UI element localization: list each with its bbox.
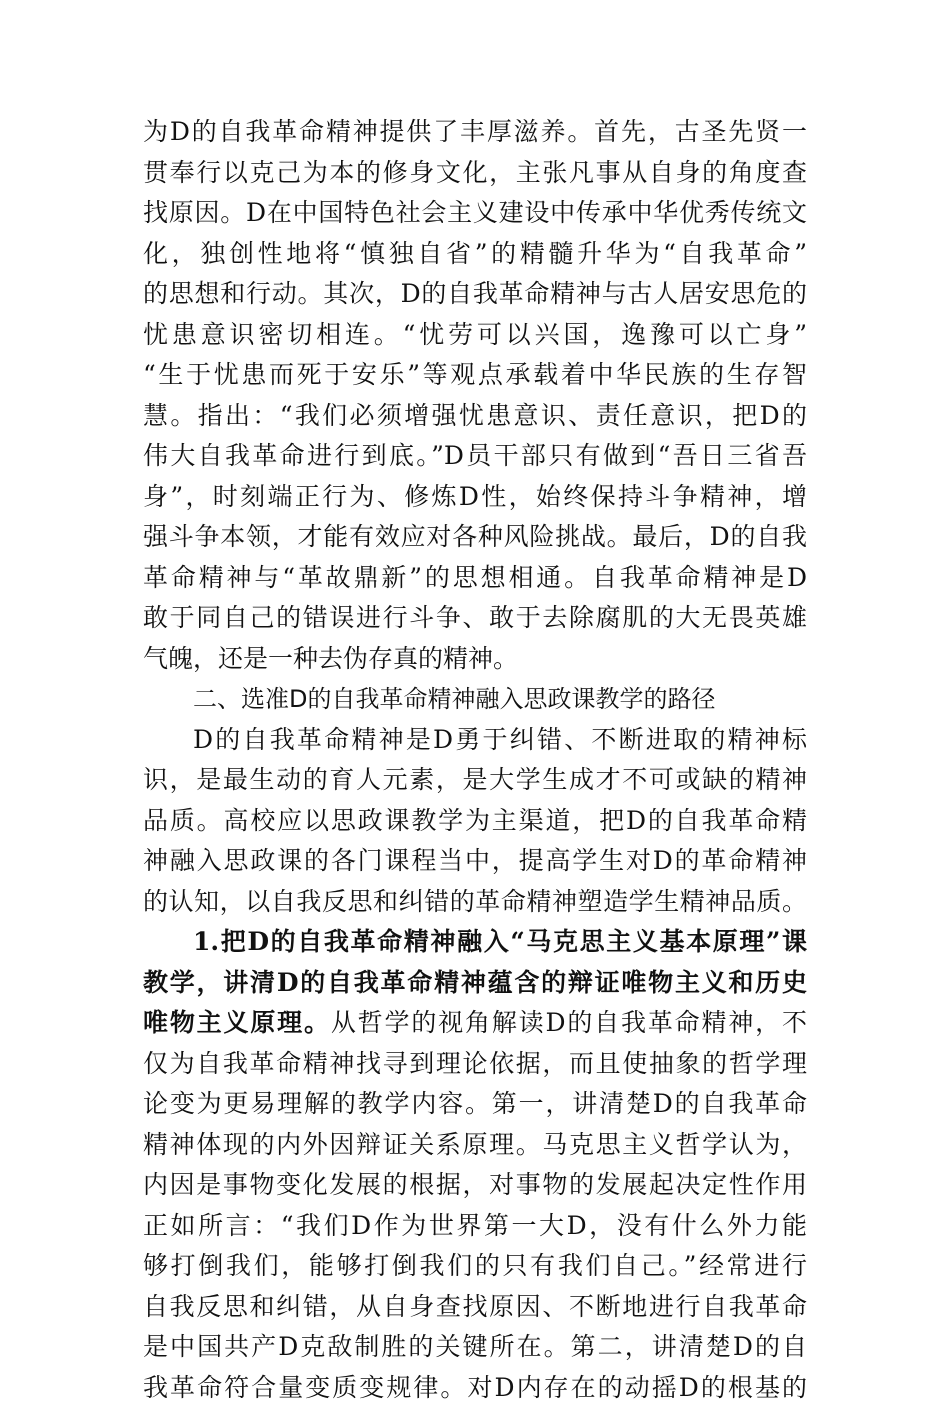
text-line: 慧。指出：“我们必须增强忧患意识、责任意识，把D的: [143, 396, 807, 437]
text-line: D的自我革命精神是D勇于纠错、不断进取的精神标: [143, 720, 807, 761]
subheading-end: 唯物主义原理。: [143, 1008, 331, 1037]
text-line: 是中国共产D克敌制胜的关键所在。第二，讲清楚D的自: [143, 1327, 807, 1368]
section-heading: 二、选准D的自我革命精神融入思政课教学的路径: [143, 679, 807, 720]
text-line: 强斗争本领，才能有效应对各种风险挑战。最后，D的自我: [143, 517, 807, 558]
text-line: 的思想和行动。其次，D的自我革命精神与古人居安思危的: [143, 274, 807, 315]
text-line: 的认知，以自我反思和纠错的革命精神塑造学生精神品质。: [143, 882, 807, 923]
paragraph-teaching-path: [143, 720, 807, 923]
text-line: 自我反思和纠错，从自身查找原因、不断地进行自我革命: [143, 1287, 807, 1328]
text-line: 敢于同自己的错误进行斗争、敢于去除腐肌的大无畏英雄: [143, 598, 807, 639]
text-line: 找原因。D在中国特色社会主义建设中传承中华优秀传统文: [143, 193, 807, 234]
text-line: 为D的自我革命精神提供了丰厚滋养。首先，古圣先贤一: [143, 112, 807, 153]
text-line: 化，独创性地将“慎独自省”的精髓升华为“自我革命”: [143, 234, 807, 275]
text-line: 气魄，还是一种去伪存真的精神。: [143, 639, 807, 680]
text-line: 够打倒我们，能够打倒我们的只有我们自己。”经常进行: [143, 1246, 807, 1287]
text-line: 伟大自我革命进行到底。”D员干部只有做到“吾日三省吾: [143, 436, 807, 477]
text-line: 身”，时刻端正行为、修炼D性，始终保持斗争精神，增: [143, 477, 807, 518]
paragraph-marxism-principles: [143, 922, 807, 1408]
mixed-text-line: [143, 1003, 807, 1044]
text-line: “生于忧患而死于安乐”等观点承载着中华民族的生存智: [143, 355, 807, 396]
text-line: 我革命符合量变质变规律。对D内存在的动摇D的根基的: [143, 1368, 807, 1408]
text-line: 论变为更易理解的教学内容。第一，讲清楚D的自我革命: [143, 1084, 807, 1125]
text-line: 内因是事物变化发展的根据，对事物的发展起决定性作用: [143, 1165, 807, 1206]
text-line: 正如所言：“我们D作为世界第一大D，没有什么外力能: [143, 1206, 807, 1247]
text-line: 神融入思政课的各门课程当中，提高学生对D的革命精神: [143, 841, 807, 882]
paragraph-cultural-roots: [143, 112, 807, 679]
text-line: 识，是最生动的育人元素，是大学生成才不可或缺的精神: [143, 760, 807, 801]
text-line: 精神体现的内外因辩证关系原理。马克思主义哲学认为，: [143, 1125, 807, 1166]
subheading-line: 1.把D的自我革命精神融入“马克思主义基本原理”课: [143, 922, 807, 963]
text-line: 忧患意识密切相连。“忧劳可以兴国，逸豫可以亡身”: [143, 315, 807, 356]
text-line: 贯奉行以克己为本的修身文化，主张凡事从自身的角度查: [143, 153, 807, 194]
document-page: [143, 112, 807, 1408]
text-span: 从哲学的视角解读D的自我革命精神，不: [331, 1008, 807, 1037]
text-line: 仅为自我革命精神找寻到理论依据，而且使抽象的哲学理: [143, 1044, 807, 1085]
text-line: 革命精神与“革故鼎新”的思想相通。自我革命精神是D: [143, 558, 807, 599]
text-line: 品质。高校应以思政课教学为主渠道，把D的自我革命精: [143, 801, 807, 842]
subheading-line: 教学，讲清D的自我革命精神蕴含的辩证唯物主义和历史: [143, 963, 807, 1004]
